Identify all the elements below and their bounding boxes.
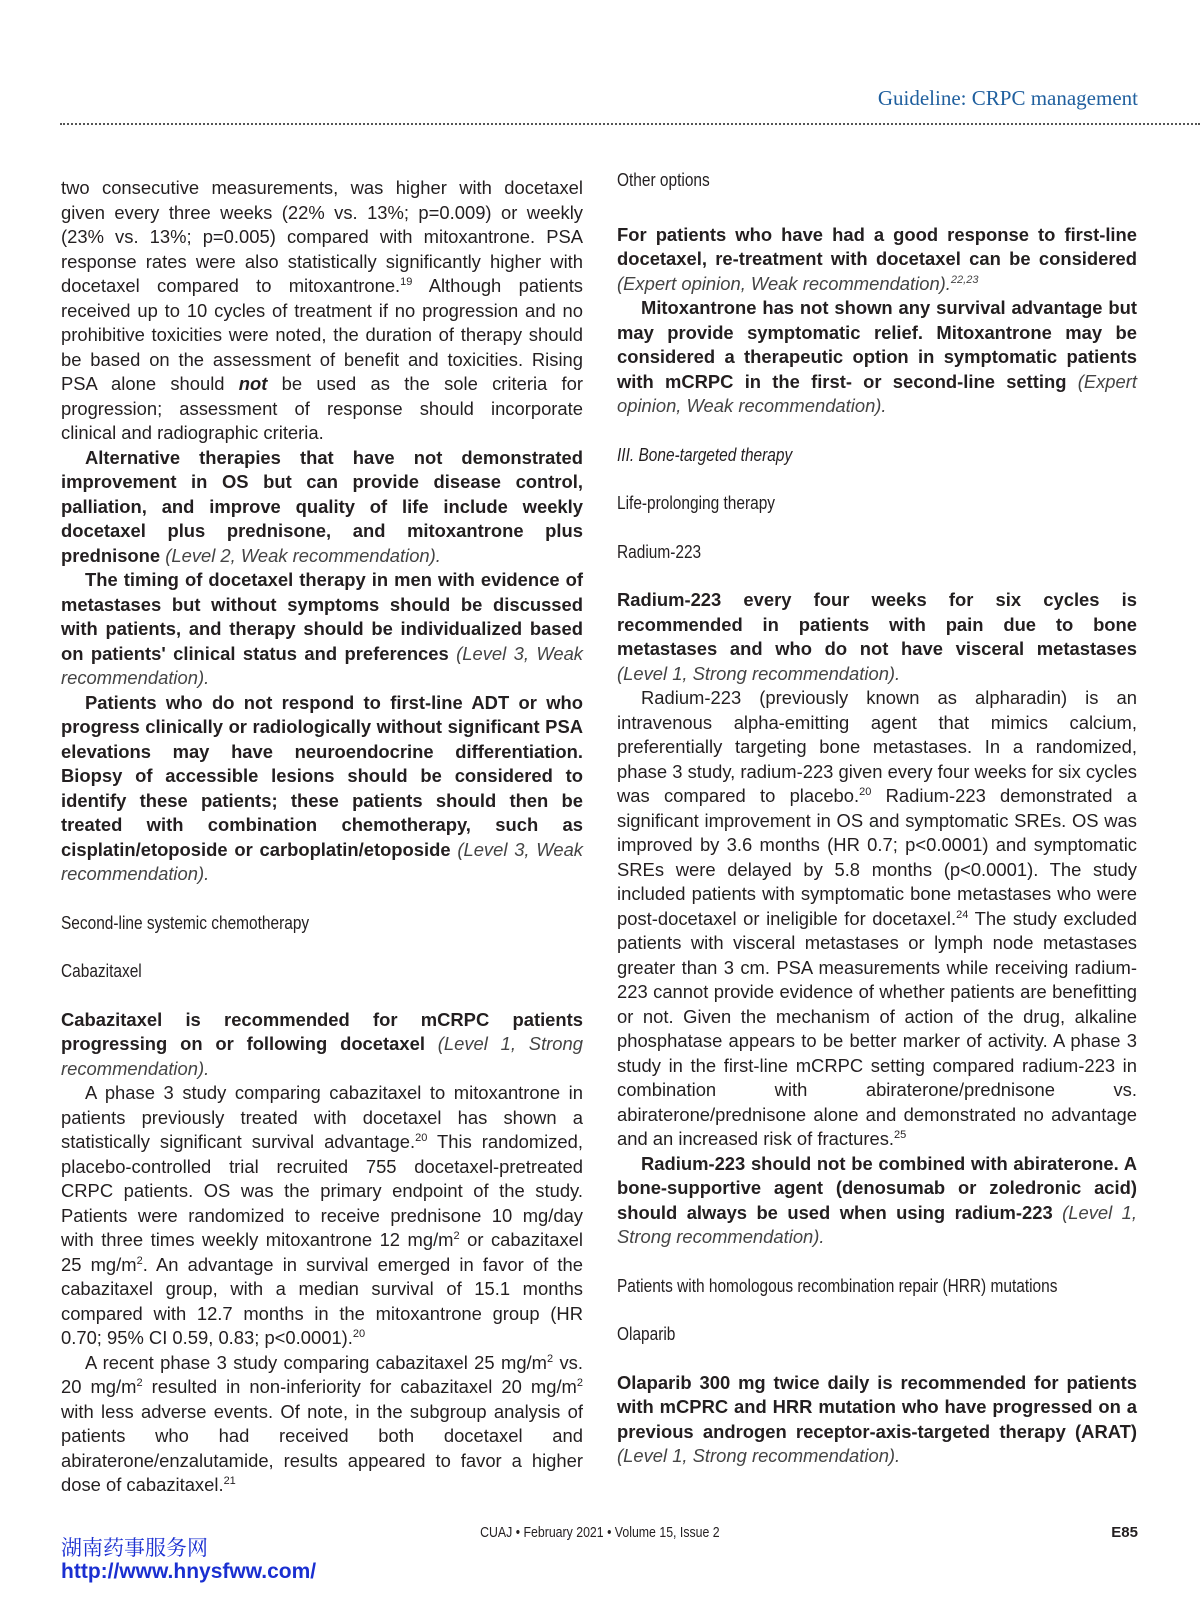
footer-journal-info: CUAJ • February 2021 • Volume 15, Issue 2 bbox=[480, 1525, 720, 1541]
page-number: E85 bbox=[1111, 1524, 1138, 1541]
heading-olaparib: Olaparib bbox=[617, 1323, 676, 1344]
recommendation-cabazitaxel: Cabazitaxel is recommended for mCRPC patients progressing on or following docetaxel (Level 1, Strong recommendation). bbox=[61, 1008, 583, 1079]
recommendation-docetaxel-retreatment: For patients who have had a good response to first-line docetaxel, re-treatment with docetaxel can be considered (Expert opinion, Weak recommendation).$^{22,23}$ bbox=[617, 223, 1137, 294]
right-column bbox=[617, 169, 1137, 1469]
heading-life-prolonging: Life-prolonging therapy bbox=[617, 492, 776, 513]
paragraph-radium-trial: Radium-223 (previously known as alpharadin) is an intravenous alpha-emitting agent that mimics calcium, preferentially targeting bone metastases. In a randomized, phase 3 study, radium-223 given every four weeks for six cycles was compared to placebo.$^{20}$ Radium-223 demonstrated a significant improvement in OS and symptomatic SREs. OS was improved by 3.6 months (HR 0.7; p<0.0001) and symptomatic SREs were delayed by 5.8 months (p<0.0001). The study included patients with symptomatic bone metastases who were post-docetaxel or ineligible for docetaxel.$^{24}$ The study excluded patients with visceral metastases or lymph node metastases greater than 3 cm. PSA measurements while receiving radium-223 cannot provide evidence of whether patients are benefitting or not. Given the mechanism of action of the drug, alkaline phosphatase appears to be better marker of activity. A phase 3 study in the first-line mCRPC setting compared radium-223 in combination with abiraterone/prednisone vs. abiraterone/prednisone alone and demonstrated no advantage and an increased risk of fractures.$^{25}$ bbox=[617, 687, 1137, 1149]
recommendation-mitoxantrone: Mitoxantrone has not shown any survival advantage but may provide symptomatic relief. Mitoxantrone may be considered a therapeutic option in symptomatic patients with mCRPC in the first- or second-line setting (Expert opinion, Weak recommendation). bbox=[617, 297, 1137, 416]
running-header: Guideline: CRPC management bbox=[877, 86, 1138, 110]
heading-second-line: Second-line systemic chemotherapy bbox=[61, 911, 310, 933]
recommendation-olaparib: Olaparib 300 mg twice daily is recommended for patients with mCPRC and HRR mutation who have progressed on a previous androgen receptor-axis-targeted therapy (ARAT) (Level 1, Strong recommendation). bbox=[617, 1371, 1137, 1466]
header-dotted-rule bbox=[60, 123, 1200, 125]
watermark-url: http://www.hnysfww.com/ bbox=[61, 1560, 317, 1583]
recommendation-docetaxel-timing: The timing of docetaxel therapy in men with evidence of metastases but without symptoms should be discussed with patients, and therapy should be individualized based on patients' clinical status and preferences (Level 3, Weak recommendation). bbox=[61, 569, 583, 688]
heading-cabazitaxel: Cabazitaxel bbox=[61, 960, 142, 981]
recommendation-alternative-therapies: Alternative therapies that have not demonstrated improvement in OS but can provide disease control, palliation, and improve quality of life include weekly docetaxel plus prednisone, and mitoxantrone plus prednisone (Level 2, Weak recommendation). bbox=[61, 446, 583, 566]
recommendation-neuroendocrine: Patients who do not respond to first-line ADT or who progress clinically or radiologically without significant PSA elevations may have neuroendocrine differentiation. Biopsy of accessible lesions should be considered to identify these patients; these patients should then be treated with combination chemotherapy, such as cisplatin/etoposide or carboplatin/etoposide (Level 3, Weak recommendation). bbox=[61, 691, 583, 884]
watermark-chinese: 湖南药事服务网 bbox=[61, 1536, 208, 1560]
paragraph-cabazitaxel-dose: A recent phase 3 study comparing cabazitaxel 25 $mg/m^2$ vs. 20 $mg/m^2$ resulted in non-inferiority for cabazitaxel 20 $mg/m^2$ with less adverse events. Of note, in the subgroup analysis of patients who had received both docetaxel and abiraterone/enzalutamide, results appeared to favor a higher dose of cabazitaxel.$^{21}$ bbox=[61, 1351, 583, 1495]
heading-other-options: Other options bbox=[617, 169, 710, 190]
heading-bone-targeted: III. Bone-targeted therapy bbox=[617, 443, 793, 465]
recommendation-radium-abiraterone: Radium-223 should not be combined with abiraterone. A bone-supportive agent (denosumab or zoledronic acid) should always be used when using radium-223 (Level 1, Strong recommendation). bbox=[617, 1152, 1137, 1247]
heading-radium: Radium-223 bbox=[617, 540, 702, 562]
heading-hrr: Patients with homologous recombination repair (HRR) mutations bbox=[617, 1274, 1058, 1296]
left-column bbox=[61, 176, 583, 1498]
paragraph-psa-response: two consecutive measurements, was higher with docetaxel given every three weeks (22% vs. 13%; p=0.009) or weekly (23% vs. 13%; p=0.005) compared with mitoxantrone. PSA response rates were also statistically significantly higher with docetaxel compared to mitoxantrone.$^{19}$ Although patients received up to 10 cycles of treatment if no progression and no prohibitive toxicities were noted, the duration of therapy should be based on the assessment of benefit and toxicities. Rising PSA alone should not be used as the sole criteria for progression; assessment of response should incorporate clinical and radiographic criteria. bbox=[61, 177, 583, 443]
paragraph-cabazitaxel-trial: A phase 3 study comparing cabazitaxel to mitoxantrone in patients previously treated with docetaxel has shown a statistically significant survival advantage.$^{20}$ This randomized, placebo-controlled trial recruited 755 docetaxel-pretreated CRPC patients. OS was the primary endpoint of the study. Patients were randomized to receive prednisone 10 mg/day with three times weekly mitoxantrone 12 $mg/m^2$ or cabazitaxel 25 $mg/m^2$. An advantage in survival emerged in favor of the cabazitaxel group, with a median survival of 15.1 months compared with 12.7 months in the mitoxantrone group (HR 0.70; 95% CI 0.59, 0.83; p<0.0001).$^{20}$ bbox=[61, 1082, 583, 1348]
recommendation-radium: Radium-223 every four weeks for six cycles is recommended in patients with pain due to bone metastases and who do not have visceral metastases (Level 1, Strong recommendation). bbox=[617, 589, 1137, 684]
